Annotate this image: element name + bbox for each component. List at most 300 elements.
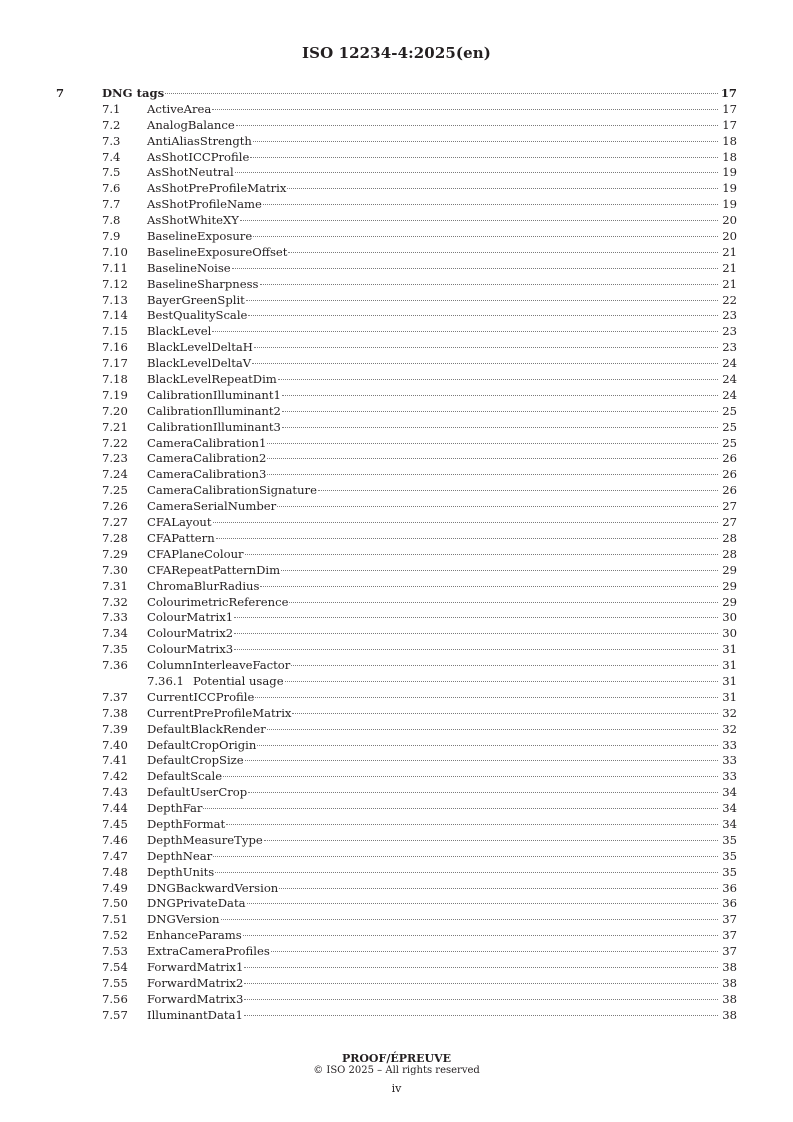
toc-entry-title[interactable]: DNGVersion bbox=[147, 912, 220, 927]
dot-leader bbox=[213, 855, 718, 857]
toc-entry-title[interactable]: DepthNear bbox=[147, 848, 213, 863]
toc-entry-number: 7.28 bbox=[102, 530, 128, 545]
toc-entry-title[interactable]: CameraSerialNumber bbox=[147, 499, 277, 514]
toc-entry-title[interactable]: ColumnInterleaveFactor bbox=[147, 658, 291, 673]
toc-entry-number: 7.46 bbox=[102, 832, 128, 847]
dot-leader bbox=[253, 140, 718, 142]
toc-entry-title[interactable]: BaselineExposure bbox=[147, 229, 253, 244]
toc-entry[interactable] bbox=[56, 197, 737, 213]
toc-entry-page[interactable]: 33 bbox=[722, 769, 737, 784]
toc-entry-number: 7.27 bbox=[102, 515, 128, 530]
toc-entry-page[interactable]: 18 bbox=[722, 149, 737, 164]
dot-leader bbox=[234, 632, 718, 634]
toc-entry-title[interactable]: CalibrationIlluminant1 bbox=[147, 387, 281, 402]
toc-entry[interactable] bbox=[56, 801, 737, 817]
toc-entry[interactable] bbox=[56, 738, 737, 754]
toc-entry[interactable] bbox=[56, 515, 737, 531]
dot-leader bbox=[216, 537, 718, 539]
toc-entry-page[interactable]: 24 bbox=[722, 387, 737, 402]
toc-entry-number: 7.49 bbox=[102, 880, 128, 895]
toc-entry-number: 7.36.1 bbox=[147, 673, 184, 688]
toc-entry-number: 7.36 bbox=[102, 658, 128, 673]
toc-entry-page[interactable]: 29 bbox=[722, 594, 737, 609]
toc-entry-page[interactable]: 34 bbox=[722, 816, 737, 831]
toc-entry[interactable] bbox=[56, 642, 737, 658]
toc-entry[interactable] bbox=[56, 547, 737, 563]
toc-entry-title[interactable]: BestQualityScale bbox=[147, 308, 248, 323]
toc-entry-title[interactable]: ExtraCameraProfiles bbox=[147, 944, 270, 959]
toc-entry-title[interactable]: CFAPattern bbox=[147, 530, 215, 545]
toc-entry-page[interactable]: 31 bbox=[722, 658, 737, 673]
toc-section-entry[interactable] bbox=[56, 86, 737, 102]
toc-entry-title[interactable]: DefaultBlackRender bbox=[147, 721, 266, 736]
toc-entry-number: 7.23 bbox=[102, 451, 128, 466]
toc-entry-number: 7.48 bbox=[102, 864, 128, 879]
toc-entry-title[interactable]: CameraCalibrationSignature bbox=[147, 483, 317, 498]
toc-entry-number: 7.14 bbox=[102, 308, 128, 323]
toc-entry-title[interactable]: BlackLevelDeltaV bbox=[147, 356, 252, 371]
toc-entry-title[interactable]: BlackLevelRepeatDim bbox=[147, 372, 277, 387]
toc-entry-number: 7.26 bbox=[102, 499, 128, 514]
toc-entry-title[interactable]: CurrentPreProfileMatrix bbox=[147, 705, 292, 720]
toc-entry-number: 7.32 bbox=[102, 594, 128, 609]
toc-entry-title[interactable]: ColourimetricReference bbox=[147, 594, 289, 609]
toc-entry-page[interactable]: 30 bbox=[722, 610, 737, 625]
toc-entry-page[interactable]: 31 bbox=[722, 642, 737, 657]
toc-entry-title[interactable]: IlluminantData1 bbox=[147, 1007, 243, 1022]
toc-entry-page[interactable]: 37 bbox=[722, 944, 737, 959]
toc-entry-title[interactable]: AsShotPreProfileMatrix bbox=[147, 181, 287, 196]
toc-entry-title[interactable]: CameraCalibration2 bbox=[147, 451, 267, 466]
toc-entry-title[interactable]: ColourMatrix1 bbox=[147, 610, 234, 625]
dot-leader bbox=[250, 156, 718, 158]
toc-entry-page[interactable]: 35 bbox=[722, 832, 737, 847]
toc-entry-number: 7.21 bbox=[102, 419, 128, 434]
toc-entry-number: 7.19 bbox=[102, 387, 128, 402]
toc-entry-page[interactable]: 17 bbox=[720, 86, 737, 100]
toc-entry[interactable] bbox=[56, 531, 737, 547]
dot-leader bbox=[252, 362, 718, 364]
dot-leader bbox=[282, 426, 718, 428]
toc-entry[interactable] bbox=[56, 277, 737, 293]
dot-leader bbox=[292, 712, 718, 714]
dot-leader bbox=[236, 124, 718, 126]
dot-leader bbox=[212, 108, 718, 110]
toc-entry-title[interactable]: AntiAliasStrength bbox=[147, 133, 252, 148]
toc-entry-number: 7.31 bbox=[102, 578, 128, 593]
toc-entry-number: 7.34 bbox=[102, 626, 128, 641]
toc-entry-number: 7.1 bbox=[102, 101, 121, 116]
dot-leader bbox=[263, 203, 718, 205]
dot-leader bbox=[288, 251, 718, 253]
toc-entry-page[interactable]: 23 bbox=[722, 340, 737, 355]
dot-leader bbox=[244, 982, 718, 984]
toc-entry-page[interactable]: 19 bbox=[722, 165, 737, 180]
toc-entry-number: 7.29 bbox=[102, 546, 128, 561]
toc-entry[interactable] bbox=[56, 372, 737, 388]
dot-leader bbox=[277, 505, 718, 507]
toc-entry-number: 7.5 bbox=[102, 165, 121, 180]
toc-entry[interactable] bbox=[56, 213, 737, 229]
toc-entry-number: 7.18 bbox=[102, 372, 128, 387]
toc-entry-page[interactable]: 23 bbox=[722, 308, 737, 323]
dot-leader bbox=[223, 775, 718, 777]
toc-entry-title[interactable]: DefaultCropSize bbox=[147, 753, 244, 768]
toc-entry[interactable] bbox=[56, 451, 737, 467]
toc-entry-title[interactable]: Potential usage bbox=[193, 673, 284, 688]
toc-entry[interactable] bbox=[56, 833, 737, 849]
toc-entry-title[interactable]: CurrentICCProfile bbox=[147, 689, 255, 704]
toc-entry-number: 7.12 bbox=[102, 276, 128, 291]
dot-leader bbox=[255, 696, 718, 698]
toc-entry-page[interactable]: 21 bbox=[722, 244, 737, 259]
toc-entry-page[interactable]: 28 bbox=[722, 530, 737, 545]
dot-leader bbox=[267, 728, 718, 730]
toc-entry-number: 7.17 bbox=[102, 356, 128, 371]
toc-entry[interactable] bbox=[56, 563, 737, 579]
toc-entry-number: 7.42 bbox=[102, 769, 128, 784]
toc-entry[interactable] bbox=[56, 960, 737, 976]
toc-entry-page[interactable]: 29 bbox=[722, 578, 737, 593]
toc-entry-number: 7.7 bbox=[102, 197, 121, 212]
dot-leader bbox=[291, 664, 718, 666]
toc-entry-number: 7.9 bbox=[102, 229, 121, 244]
toc-entry[interactable] bbox=[56, 674, 737, 690]
dot-leader bbox=[247, 902, 718, 904]
toc-entry-page[interactable]: 26 bbox=[722, 451, 737, 466]
toc-entry-title[interactable]: ChromaBlurRadius bbox=[147, 578, 260, 593]
toc-entry-page[interactable]: 18 bbox=[722, 133, 737, 148]
toc-entry-number: 7.37 bbox=[102, 689, 128, 704]
toc-entry-page[interactable]: 38 bbox=[722, 1007, 737, 1022]
dot-leader bbox=[212, 330, 718, 332]
toc-entry-page[interactable]: 21 bbox=[722, 260, 737, 275]
toc-entry-title[interactable]: AsShotNeutral bbox=[147, 165, 234, 180]
toc-entry-title[interactable]: ColourMatrix2 bbox=[147, 626, 234, 641]
dot-leader bbox=[232, 267, 718, 269]
toc-entry[interactable] bbox=[56, 849, 737, 865]
toc-entry-title[interactable]: ForwardMatrix3 bbox=[147, 991, 244, 1006]
toc-entry-page[interactable]: 36 bbox=[722, 896, 737, 911]
toc-entry[interactable] bbox=[56, 626, 737, 642]
toc-entry-number: 7.10 bbox=[102, 244, 128, 259]
toc-entry[interactable] bbox=[56, 658, 737, 674]
toc-entry[interactable] bbox=[56, 865, 737, 881]
toc-entry[interactable] bbox=[56, 706, 737, 722]
toc-entry-number: 7.56 bbox=[102, 991, 128, 1006]
page-number: iv bbox=[391, 1082, 402, 1095]
toc-entry[interactable] bbox=[56, 181, 737, 197]
toc-entry-page[interactable]: 35 bbox=[722, 848, 737, 863]
toc-entry-page[interactable]: 31 bbox=[722, 689, 737, 704]
dot-leader bbox=[287, 187, 718, 189]
toc-entry[interactable] bbox=[56, 817, 737, 833]
toc-entry-title[interactable]: BlackLevel bbox=[147, 324, 212, 339]
toc-entry-number: 7.4 bbox=[102, 149, 121, 164]
dot-leader bbox=[245, 759, 718, 761]
toc-entry-title[interactable]: EnhanceParams bbox=[147, 928, 242, 943]
dot-leader bbox=[285, 680, 718, 682]
toc-entry[interactable] bbox=[56, 579, 737, 595]
toc-entry[interactable] bbox=[56, 356, 737, 372]
toc-entry-number: 7.33 bbox=[102, 610, 128, 625]
toc-entry-page[interactable]: 31 bbox=[722, 673, 737, 688]
dot-leader bbox=[215, 871, 718, 873]
toc-entry-page[interactable]: 38 bbox=[722, 959, 737, 974]
toc-entry-page[interactable]: 38 bbox=[722, 991, 737, 1006]
toc-entry-title[interactable]: ActiveArea bbox=[147, 101, 212, 116]
toc-entry[interactable] bbox=[56, 467, 737, 483]
toc-entry-title[interactable]: CFARepeatPatternDim bbox=[147, 562, 281, 577]
toc-entry-title[interactable]: ForwardMatrix1 bbox=[147, 959, 244, 974]
toc-entry-page[interactable]: 17 bbox=[722, 101, 737, 116]
dot-leader bbox=[243, 934, 718, 936]
toc-entry-page[interactable]: 20 bbox=[722, 213, 737, 228]
toc-entry[interactable] bbox=[56, 102, 737, 118]
toc-entry-title[interactable]: AsShotICCProfile bbox=[147, 149, 250, 164]
toc-entry-title[interactable]: ColourMatrix3 bbox=[147, 642, 234, 657]
toc-entry[interactable] bbox=[56, 912, 737, 928]
toc-entry-number: 7.51 bbox=[102, 912, 128, 927]
toc-entry-number: 7.57 bbox=[102, 1007, 128, 1022]
toc-entry[interactable] bbox=[56, 992, 737, 1008]
toc-entry-page[interactable]: 34 bbox=[722, 785, 737, 800]
toc-entry[interactable] bbox=[56, 245, 737, 261]
toc-entry-number: 7.44 bbox=[102, 801, 128, 816]
toc-entry-number: 7.16 bbox=[102, 340, 128, 355]
dot-leader bbox=[213, 521, 718, 523]
toc-entry[interactable] bbox=[56, 118, 737, 134]
dot-leader bbox=[226, 823, 718, 825]
toc-entry[interactable] bbox=[56, 944, 737, 960]
toc-entry-number: 7.30 bbox=[102, 562, 128, 577]
dot-leader bbox=[267, 473, 718, 475]
dot-leader bbox=[240, 219, 718, 221]
document-title: ISO 12234-4:2025(en) bbox=[302, 44, 491, 62]
dot-leader bbox=[278, 378, 718, 380]
toc-entry-page[interactable]: 33 bbox=[722, 737, 737, 752]
toc-entry[interactable] bbox=[56, 388, 737, 404]
toc-entry[interactable] bbox=[56, 308, 737, 324]
toc-entry[interactable] bbox=[56, 483, 737, 499]
toc-entry-page[interactable]: 28 bbox=[722, 546, 737, 561]
dot-leader bbox=[264, 839, 718, 841]
toc-entry-title[interactable]: ForwardMatrix2 bbox=[147, 975, 244, 990]
dot-leader bbox=[234, 648, 718, 650]
toc-entry-number: 7.47 bbox=[102, 848, 128, 863]
toc-entry-page[interactable]: 25 bbox=[722, 419, 737, 434]
toc-entry-title[interactable]: DNG tags bbox=[102, 86, 165, 100]
toc-entry-title[interactable]: DefaultUserCrop bbox=[147, 785, 248, 800]
toc-entry-number: 7.50 bbox=[102, 896, 128, 911]
toc-entry-title[interactable]: BaselineExposureOffset bbox=[147, 244, 288, 259]
dot-leader bbox=[260, 585, 718, 587]
toc-entry[interactable] bbox=[56, 229, 737, 245]
toc-entry-title[interactable]: CalibrationIlluminant3 bbox=[147, 419, 281, 434]
toc-entry-title[interactable]: AsShotWhiteXY bbox=[147, 213, 239, 228]
toc-entry-page[interactable]: 25 bbox=[722, 403, 737, 418]
dot-leader bbox=[244, 998, 718, 1000]
toc-entry-page[interactable]: 21 bbox=[722, 276, 737, 291]
toc-entry-title[interactable]: DepthUnits bbox=[147, 864, 215, 879]
dot-leader bbox=[281, 569, 718, 571]
toc-entry-title[interactable]: DefaultCropOrigin bbox=[147, 737, 257, 752]
toc-entry-page[interactable]: 27 bbox=[722, 499, 737, 514]
toc-entry-page[interactable]: 27 bbox=[722, 515, 737, 530]
toc-entry-title[interactable]: AnalogBalance bbox=[147, 117, 235, 132]
toc-entry[interactable] bbox=[56, 420, 737, 436]
toc-entry-number: 7.15 bbox=[102, 324, 128, 339]
dot-leader bbox=[221, 918, 718, 920]
dot-leader bbox=[244, 1014, 718, 1016]
dot-leader bbox=[248, 791, 718, 793]
toc-entry-number: 7.41 bbox=[102, 753, 128, 768]
page-footer bbox=[0, 1052, 793, 1095]
dot-leader bbox=[248, 314, 718, 316]
toc-entry[interactable] bbox=[56, 881, 737, 897]
toc-entry[interactable] bbox=[56, 165, 737, 181]
dot-leader bbox=[235, 171, 718, 173]
dot-leader bbox=[245, 553, 718, 555]
toc-entry-number: 7.2 bbox=[102, 117, 121, 132]
dot-leader bbox=[271, 950, 718, 952]
toc-entry[interactable] bbox=[56, 261, 737, 277]
toc-entry-number: 7.40 bbox=[102, 737, 128, 752]
toc-entry-number: 7.43 bbox=[102, 785, 128, 800]
toc-entry[interactable] bbox=[56, 134, 737, 150]
dot-leader bbox=[282, 410, 718, 412]
toc-entry-title[interactable]: DepthMeasureType bbox=[147, 832, 263, 847]
toc-entry-number: 7.20 bbox=[102, 403, 128, 418]
dot-leader bbox=[234, 616, 718, 618]
toc-entry-number: 7.25 bbox=[102, 483, 128, 498]
toc-entry[interactable] bbox=[56, 610, 737, 626]
toc-entry-number: 7 bbox=[56, 86, 65, 100]
toc-entry-title[interactable]: AsShotProfileName bbox=[147, 197, 262, 212]
proof-label: PROOF/ÉPREUVE bbox=[341, 1052, 452, 1065]
toc-entry-page[interactable]: 37 bbox=[722, 928, 737, 943]
toc-entry-title[interactable]: DefaultScale bbox=[147, 769, 223, 784]
toc-entry-page[interactable]: 23 bbox=[722, 324, 737, 339]
toc-entry[interactable] bbox=[56, 928, 737, 944]
toc-entry-title[interactable]: CalibrationIlluminant2 bbox=[147, 403, 281, 418]
toc-entry[interactable] bbox=[56, 436, 737, 452]
toc-entry-number: 7.8 bbox=[102, 213, 121, 228]
toc-entry-page[interactable]: 30 bbox=[722, 626, 737, 641]
copyright-notice: © ISO 2025 – All rights reserved bbox=[313, 1065, 480, 1076]
dot-leader bbox=[282, 394, 718, 396]
toc-entry-page[interactable]: 32 bbox=[722, 721, 737, 736]
toc-entry[interactable] bbox=[56, 753, 737, 769]
toc-entry-number: 7.54 bbox=[102, 959, 128, 974]
toc-entry[interactable] bbox=[56, 769, 737, 785]
toc-entry[interactable] bbox=[56, 690, 737, 706]
toc-entry[interactable] bbox=[56, 595, 737, 611]
toc-entry-number: 7.52 bbox=[102, 928, 128, 943]
dot-leader bbox=[253, 235, 718, 237]
toc-entry-number: 7.11 bbox=[102, 260, 128, 275]
toc-entry-page[interactable]: 29 bbox=[722, 562, 737, 577]
toc-entry-number: 7.22 bbox=[102, 435, 128, 450]
toc-entry-title[interactable]: BlackLevelDeltaH bbox=[147, 340, 253, 355]
toc-entry-page[interactable]: 19 bbox=[722, 197, 737, 212]
toc-entry-number: 7.35 bbox=[102, 642, 128, 657]
dot-leader bbox=[289, 601, 718, 603]
toc-entry-title[interactable]: DNGPrivateData bbox=[147, 896, 246, 911]
toc-entry-page[interactable]: 22 bbox=[722, 292, 737, 307]
toc-entry-page[interactable]: 20 bbox=[722, 229, 737, 244]
toc-entry-page[interactable]: 37 bbox=[722, 912, 737, 927]
toc-entry[interactable] bbox=[56, 404, 737, 420]
dot-leader bbox=[267, 442, 718, 444]
toc-entry-number: 7.24 bbox=[102, 467, 128, 482]
toc-entry-number: 7.3 bbox=[102, 133, 121, 148]
toc-entry-title[interactable]: DepthFormat bbox=[147, 816, 226, 831]
toc-entry-title[interactable]: BaselineNoise bbox=[147, 260, 231, 275]
toc-entry-page[interactable]: 25 bbox=[722, 435, 737, 450]
toc-entry[interactable] bbox=[56, 896, 737, 912]
toc-entry-title[interactable]: CFALayout bbox=[147, 515, 212, 530]
toc-entry-title[interactable]: DepthFar bbox=[147, 801, 203, 816]
toc-entry-page[interactable]: 17 bbox=[722, 117, 737, 132]
toc-entry[interactable] bbox=[56, 150, 737, 166]
dot-leader bbox=[244, 966, 718, 968]
toc-entry-number: 7.39 bbox=[102, 721, 128, 736]
toc-entry[interactable] bbox=[56, 324, 737, 340]
toc-entry-page[interactable]: 38 bbox=[722, 975, 737, 990]
dot-leader bbox=[257, 744, 718, 746]
dot-leader bbox=[246, 299, 718, 301]
dot-leader bbox=[165, 92, 718, 94]
toc-entry-number: 7.6 bbox=[102, 181, 121, 196]
toc-entry-number: 7.13 bbox=[102, 292, 128, 307]
toc-entry-title[interactable]: DNGBackwardVersion bbox=[147, 880, 279, 895]
toc-entry-page[interactable]: 33 bbox=[722, 753, 737, 768]
toc-entry-number: 7.53 bbox=[102, 944, 128, 959]
toc-entry-page[interactable]: 19 bbox=[722, 181, 737, 196]
toc-entry-page[interactable]: 32 bbox=[722, 705, 737, 720]
dot-leader bbox=[254, 346, 718, 348]
toc-entry-page[interactable]: 24 bbox=[722, 372, 737, 387]
toc-entry-page[interactable]: 35 bbox=[722, 864, 737, 879]
toc-entry[interactable] bbox=[56, 293, 737, 309]
toc-entry-page[interactable]: 34 bbox=[722, 801, 737, 816]
toc-entry-title[interactable]: BaselineSharpness bbox=[147, 276, 259, 291]
toc-entry[interactable] bbox=[56, 499, 737, 515]
dot-leader bbox=[203, 807, 718, 809]
toc-entry-number: 7.45 bbox=[102, 816, 128, 831]
toc-entry[interactable] bbox=[56, 340, 737, 356]
dot-leader bbox=[260, 283, 719, 285]
toc-entry-title[interactable]: CameraCalibration3 bbox=[147, 467, 267, 482]
toc-entry-title[interactable]: BayerGreenSplit bbox=[147, 292, 245, 307]
toc-entry-number: 7.38 bbox=[102, 705, 128, 720]
dot-leader bbox=[267, 457, 718, 459]
toc-entry-page[interactable]: 26 bbox=[722, 467, 737, 482]
toc-entry-page[interactable]: 24 bbox=[722, 356, 737, 371]
dot-leader bbox=[279, 887, 718, 889]
dot-leader bbox=[318, 489, 718, 491]
toc-entry[interactable] bbox=[56, 976, 737, 992]
toc-entry-page[interactable]: 36 bbox=[722, 880, 737, 895]
toc-entry[interactable] bbox=[56, 722, 737, 738]
toc-entry-page[interactable]: 26 bbox=[722, 483, 737, 498]
toc-entry[interactable] bbox=[56, 785, 737, 801]
toc-entry-title[interactable]: CFAPlaneColour bbox=[147, 546, 244, 561]
toc-entry-title[interactable]: CameraCalibration1 bbox=[147, 435, 267, 450]
toc-entry-number: 7.55 bbox=[102, 975, 128, 990]
toc-entry[interactable] bbox=[56, 1008, 737, 1024]
